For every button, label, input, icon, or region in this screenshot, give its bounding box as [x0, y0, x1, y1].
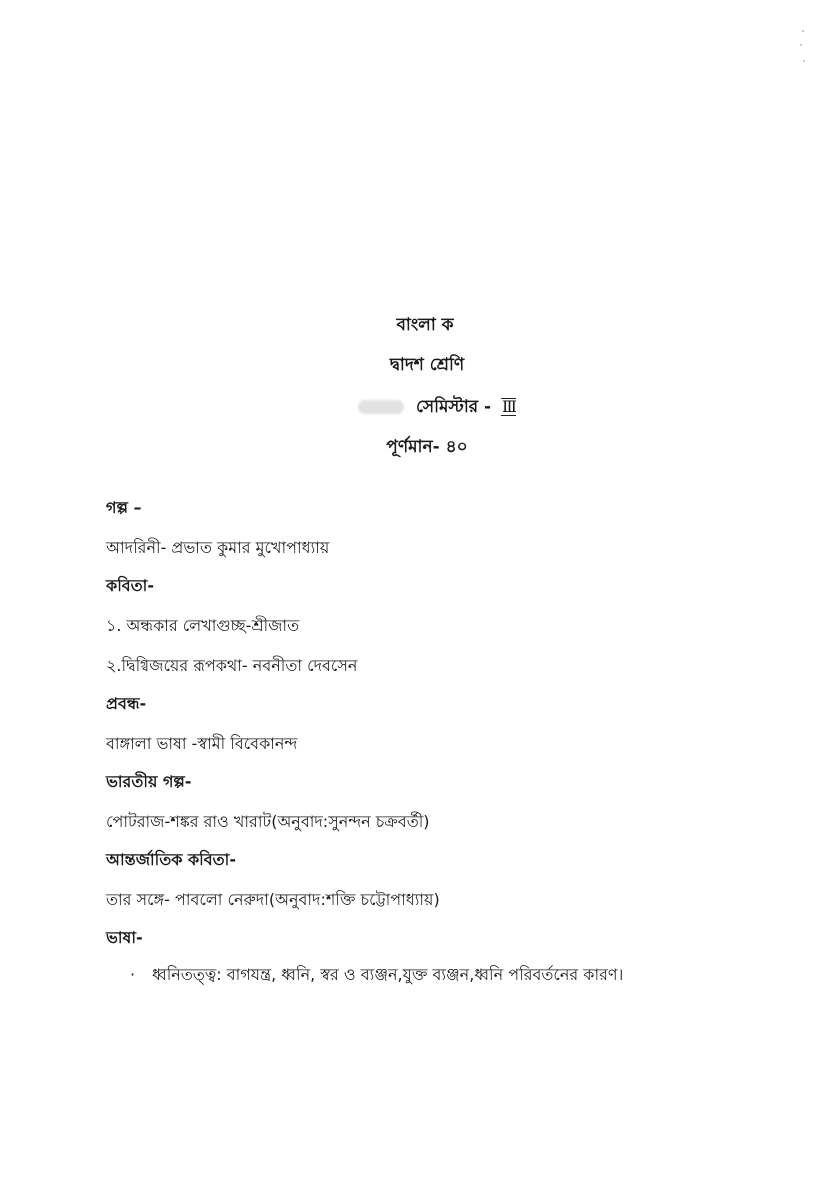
section-heading-poetry: কবিতা- — [106, 576, 154, 595]
semester-numeral: III — [502, 397, 515, 416]
indian-story-item: পোটরাজ-শঙ্কর রাও খারাট(অনুবাদ:সুনন্দন চক্রবর্তী) — [106, 812, 430, 831]
scan-specks — [800, 30, 806, 70]
bullet-marker: · — [130, 965, 136, 984]
section-heading-language: ভাষা- — [106, 928, 143, 947]
list-item — [106, 962, 712, 988]
language-topic-text: ধ্বনিতত্ত্ব: বাগযন্ত্র, ধ্বনি, স্বর ও ব্যঞ্জন,যুক্ত ব্যঞ্জন,ধ্বনি পরিবর্তনের কারণ। — [152, 965, 624, 984]
language-topics — [106, 962, 746, 988]
section-heading-story: গল্প – — [106, 498, 142, 517]
semester-line — [22, 394, 830, 422]
section-heading-indian-story: ভারতীয় গল্প- — [106, 772, 192, 791]
section-heading-intl-poetry: আন্তর্জাতিক কবিতা- — [106, 850, 236, 869]
intl-poetry-item: তার সঙ্গে- পাবলো নেরুদা(অনুবাদ:শক্তি চট্টোপাধ্যায়) — [106, 890, 440, 909]
story-item: আদরিনী- প্রভাত কুমার মুখোপাধ্যায় — [106, 538, 330, 557]
smudge-mark — [358, 400, 404, 414]
poetry-item: ১. অন্ধকার লেখাগুচ্ছ-শ্রীজাত — [106, 616, 300, 635]
class-title: দ্বাদশ শ্রেণি — [389, 355, 465, 375]
section-heading-essay: প্রবন্ধ- — [106, 694, 147, 713]
full-marks: পূর্ণমান- ৪০ — [386, 437, 468, 457]
essay-item: বাঙ্গালা ভাষা -স্বামী বিবেকানন্দ — [106, 734, 298, 753]
poetry-item: ২.দ্বিগ্বিজয়ের রূপকথা- নবনীতা দেবসেন — [106, 656, 358, 675]
syllabus-body — [106, 496, 746, 988]
semester-label: সেমিস্টার - — [415, 397, 492, 417]
subject-title: বাংলা ক — [396, 315, 454, 335]
